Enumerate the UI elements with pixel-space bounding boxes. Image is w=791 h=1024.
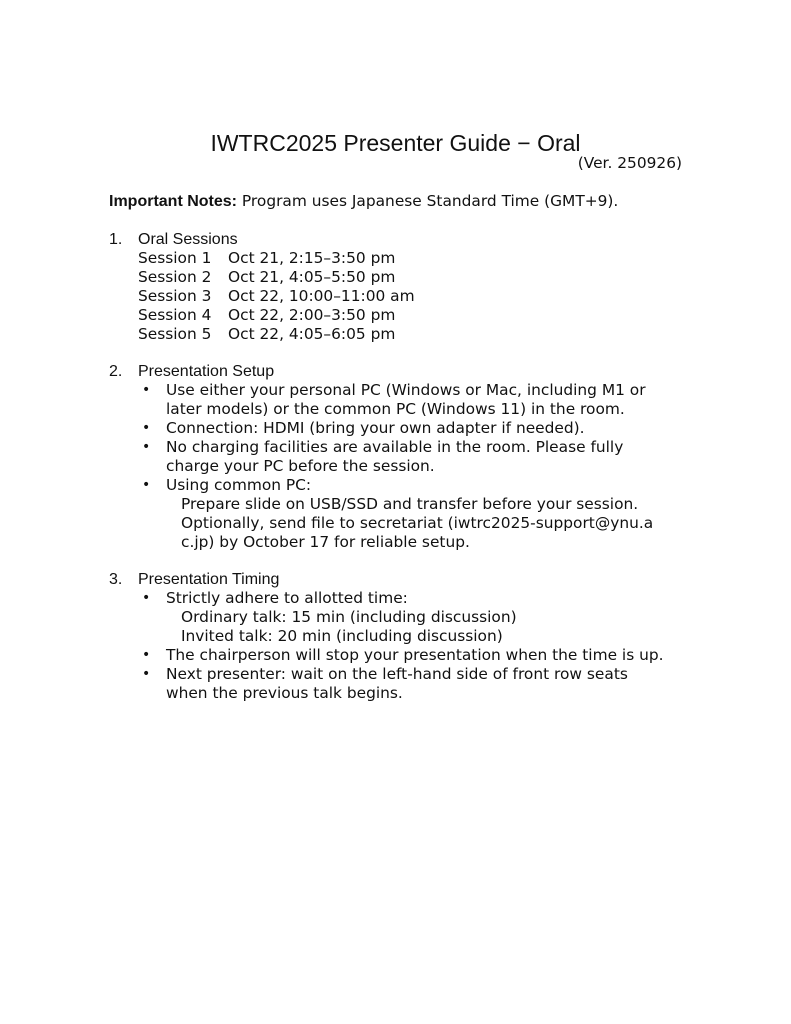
bullet-text: Next presenter: wait on the left-hand side of front row seats	[166, 665, 628, 683]
session-time: Oct 21, 2:15–3:50 pm	[228, 249, 396, 267]
bullet-icon: •	[142, 477, 151, 493]
bullet-text: Connection: HDMI (bring your own adapter if needed).	[166, 419, 585, 437]
session-time: Oct 22, 10:00–11:00 am	[228, 287, 415, 305]
notes-label: Important Notes:	[109, 193, 237, 210]
bullet-subtext: Prepare slide on USB/SSD and transfer before your session.	[181, 495, 639, 513]
session-name: Session 2	[138, 268, 212, 286]
bullet-text: later models) or the common PC (Windows 11) in the room.	[166, 400, 625, 418]
important-notes	[109, 192, 618, 211]
bullet-icon: •	[142, 382, 151, 398]
section-number: 3.	[109, 571, 123, 588]
session-name: Session 3	[138, 287, 212, 305]
section-title: Presentation Setup	[138, 363, 275, 380]
bullet-icon: •	[142, 647, 151, 663]
bullet-subtext: c.jp) by October 17 for reliable setup.	[181, 533, 470, 551]
bullet-icon: •	[142, 439, 151, 455]
session-time: Oct 21, 4:05–5:50 pm	[228, 268, 396, 286]
section-heading-oral-sessions	[109, 230, 238, 249]
section-title: Presentation Timing	[138, 571, 280, 588]
bullet-text: No charging facilities are available in the room. Please fully	[166, 438, 624, 456]
version-label: (Ver. 250926)	[577, 154, 682, 172]
section-heading-presentation-setup	[109, 362, 274, 381]
section-title: Oral Sessions	[138, 231, 238, 248]
session-name: Session 1	[138, 249, 212, 267]
notes-text: Program uses Japanese Standard Time (GMT+9).	[241, 192, 619, 210]
bullet-icon: •	[142, 666, 151, 682]
bullet-text: Use either your personal PC (Windows or Mac, including M1 or	[166, 381, 646, 399]
session-name: Session 4	[138, 306, 212, 324]
bullet-text: Using common PC:	[166, 476, 312, 494]
section-number: 2.	[109, 363, 123, 380]
session-time: Oct 22, 2:00–3:50 pm	[228, 306, 396, 324]
bullet-text: when the previous talk begins.	[166, 684, 403, 702]
bullet-text: charge your PC before the session.	[166, 457, 435, 475]
bullet-subtext: Invited talk: 20 min (including discussion)	[181, 627, 503, 645]
session-name: Session 5	[138, 325, 212, 343]
bullet-icon: •	[142, 420, 151, 436]
page-title: IWTRC2025 Presenter Guide − Oral	[210, 130, 581, 156]
section-number: 1.	[109, 231, 123, 248]
session-time: Oct 22, 4:05–6:05 pm	[228, 325, 396, 343]
bullet-text: Strictly adhere to allotted time:	[166, 589, 408, 607]
bullet-subtext: Ordinary talk: 15 min (including discussion)	[181, 608, 517, 626]
bullet-icon: •	[142, 590, 151, 606]
bullet-text: The chairperson will stop your presentation when the time is up.	[166, 646, 664, 664]
section-heading-presentation-timing	[109, 570, 279, 589]
bullet-subtext: Optionally, send file to secretariat (iwtrc2025-support@ynu.a	[181, 514, 654, 532]
